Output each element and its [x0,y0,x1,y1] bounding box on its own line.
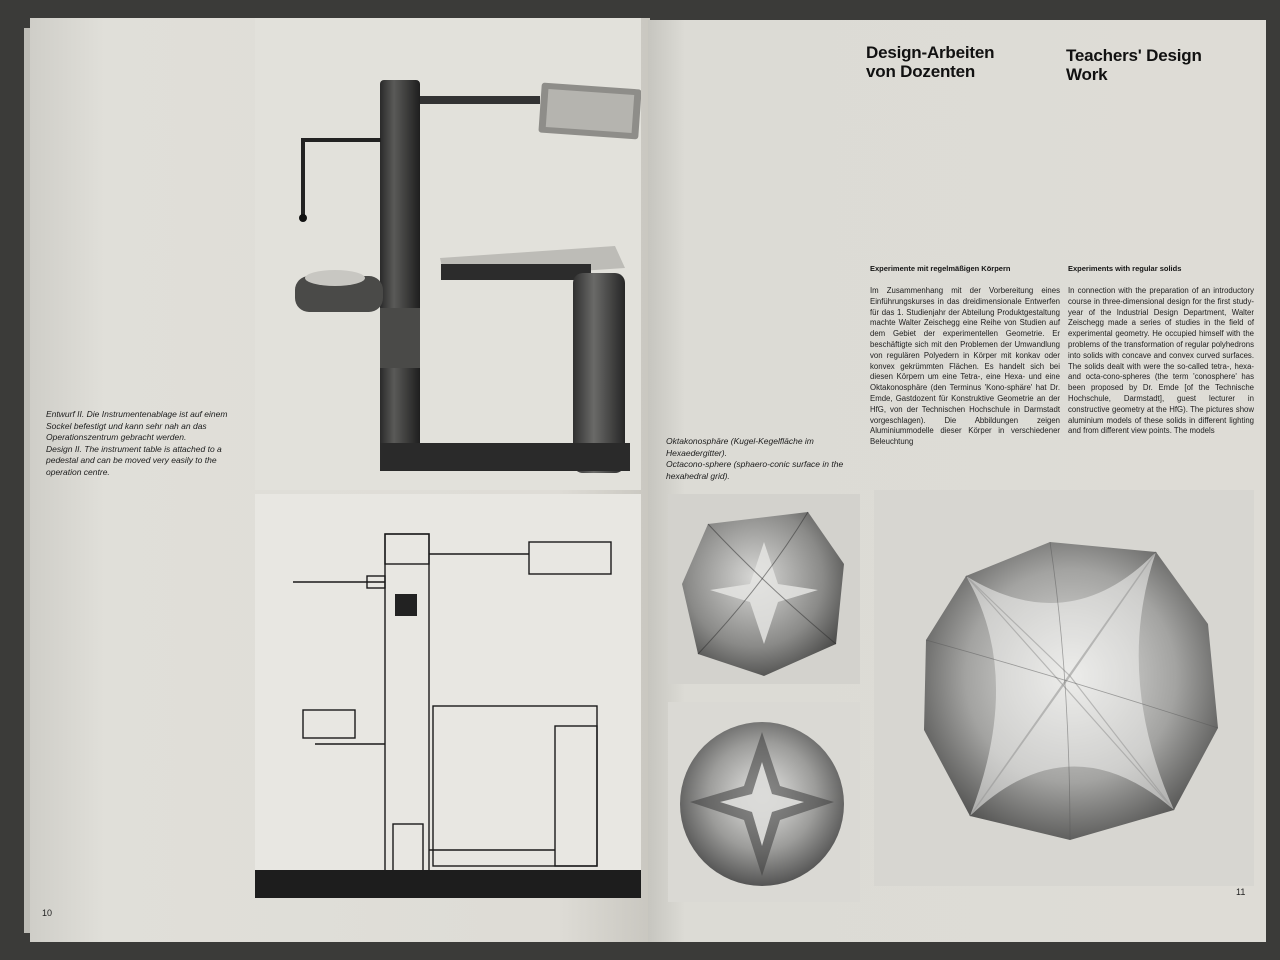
octaconosphere-photo-large [874,490,1254,886]
subhead-en: Experiments with regular solids [1068,264,1182,273]
octaconosphere-photo-2 [668,702,860,902]
right-page [648,20,1266,942]
right-caption-de: Oktakonosphäre (Kugel-Kegelfläche im Hexaedergitter). [666,436,814,458]
body-text-de: Im Zusammenhang mit der Vorbereitung eines Einführungskurses in das dreidimensionale Entwerfen für das 1. Studienjahr der Abteilung Produktgestaltung machte Walter Zeischegg eine Reihe von Studien auf dem Gebiet der experimentellen Geometrie. Er beschäftigte sich mit den Problemen der Umwandlung von regulären Polyedern in Körper mit konkav oder konvex gekrümmten Flächen. Es handelt sich bei diesen Körpern um eine Tetra-, eine Hexa- und eine Oktakonosphäre (den Terminus 'Kono-sphäre' hat Dr. Emde, Gastdozent für Konstruktive Geometrie an der HfG, von der Technischen Hochschule in Darmstadt vorgeschlagen). Die Abbildungen zeigen Aluminiummodelle dieser Körper in verschiedener Beleuchtung [870,286,1060,447]
left-caption-de: Entwurf II. Die Instrumentenablage ist auf einem Sockel befestigt und kann sehr nah an das Operationszentrum gebracht werden. [46,409,228,442]
body-text-en: In connection with the preparation of an introductory course in three-dimensional design for the first study-year of the Industrial Design Department, Walter Zeischegg made a series of studies in the field of experimental geometry. He occupied himself with the problems of the transformation of regular polyhedrons into solids with concave and convex curved surfaces. The solids dealt with were the so-called tetra-, hexa- and octa-cono-spheres (the term 'conosphere' has been proposed by Dr. Emde [of the Technische Hochschule, Darmstadt], guest lecturer in constructive geometry at the HfG). The pictures show aluminium models of these solids in different lighting and from different view points. The models [1068,286,1254,436]
subhead-de: Experimente mit regelmäßigen Körpern [870,264,1011,273]
heading-de: Design-Arbeiten von Dozenten [866,43,995,81]
instrument-table-photo [255,18,641,490]
technical-drawing [255,494,641,898]
right-page-number: 11 [1236,887,1246,897]
left-page [30,18,650,942]
heading-en: Teachers' Design Work [1066,46,1202,84]
right-caption-en: Octacono-sphere (sphaero-conic surface in the hexahedral grid). [666,459,844,481]
right-caption [666,436,856,482]
left-caption [46,409,246,478]
octaconosphere-photo-1 [668,494,860,684]
left-caption-en: Design II. The instrument table is attached to a pedestal and can be moved very easily to the operation centre. [46,443,222,477]
left-page-number: 10 [42,908,53,918]
